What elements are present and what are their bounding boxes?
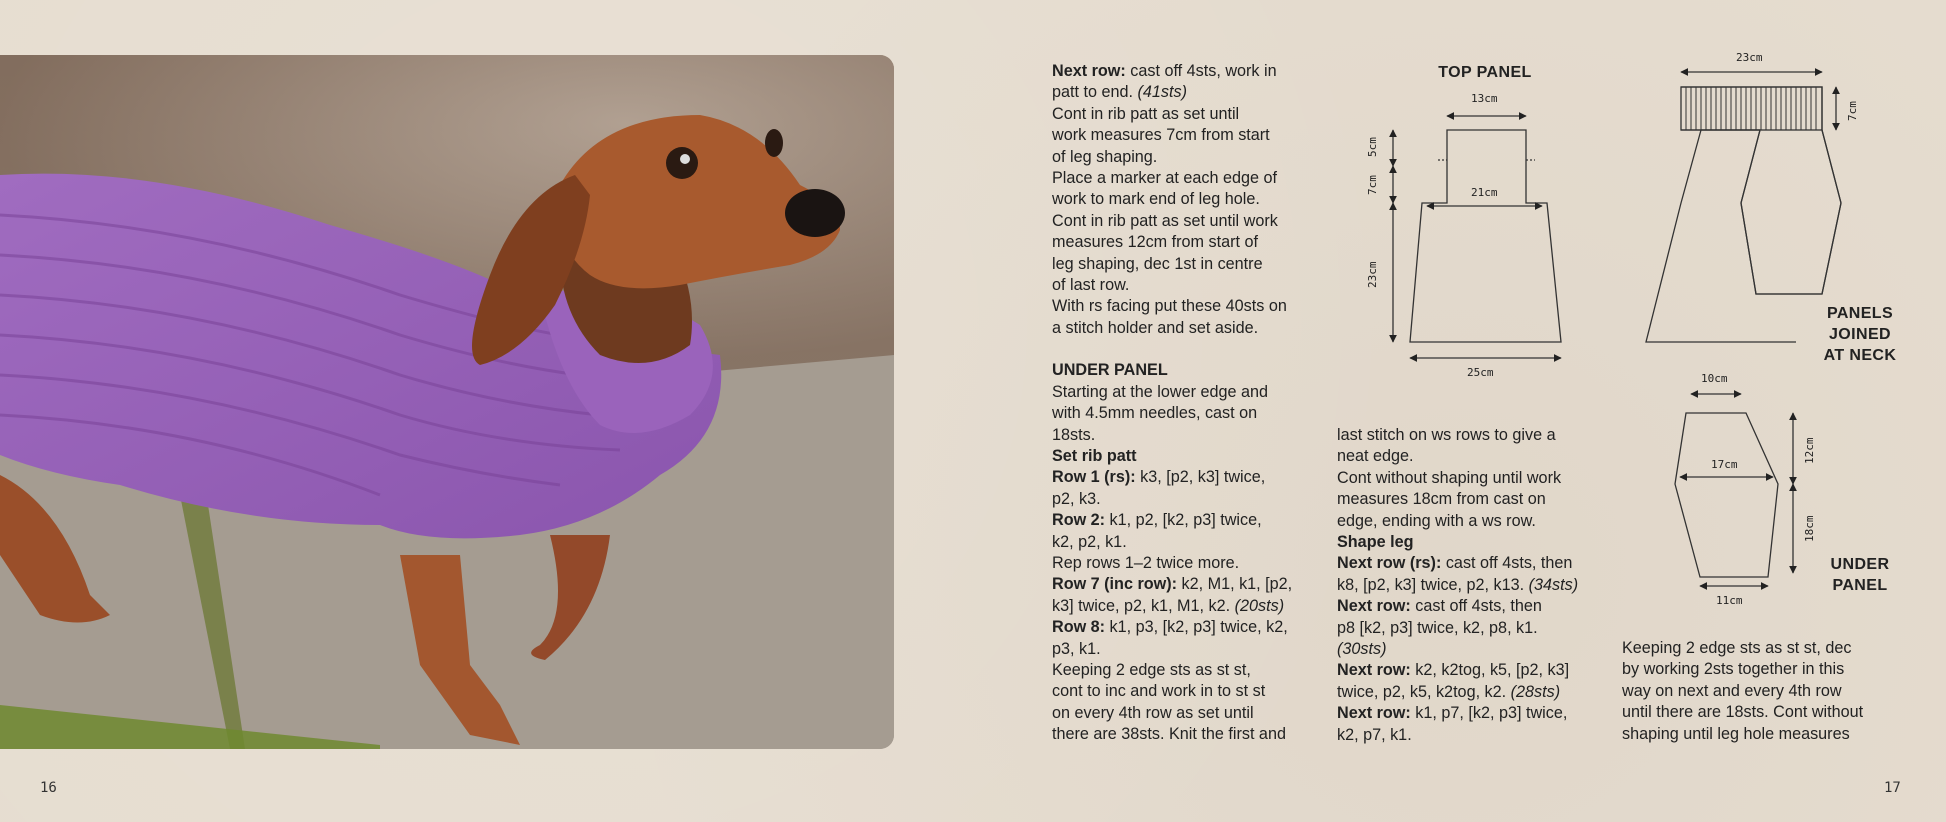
dim-7cm: 7cm: [1366, 175, 1379, 195]
para-last-stitch: last stitch on ws rows to give a neat edge.: [1337, 426, 1556, 466]
para-cont-rib-2: Cont in rib patt as set until work measures 12cm from start of leg shaping, dec 1st in centre of last row.: [1052, 211, 1278, 295]
para-cont-rib: Cont in rib patt as set until work measures 7cm from start of leg shaping.: [1052, 104, 1270, 166]
shape-leg-heading: Shape leg: [1337, 533, 1414, 552]
stitch-count: (41sts): [1137, 83, 1187, 102]
page-number-right: 17: [1884, 780, 1901, 796]
para-marker: Place a marker at each edge of work to mark end of leg hole.: [1052, 169, 1277, 209]
leg-row-3: Next row: k2, k2tog, k5, [p2, k3] twice, p2, k5, k2tog, k2. (28sts): [1337, 661, 1570, 701]
para-keeping-edge-dec: Keeping 2 edge sts as st st, dec by working 2sts together in this way on next and every 4th row until there are 18sts. Cont without shaping until leg hole measures: [1622, 639, 1864, 743]
leg-row-2: Next row: cast off 4sts, then p8 [k2, p3] twice, k2, p8, k1. (30sts): [1337, 597, 1542, 659]
row-7: Row 7 (inc row): k2, M1, k1, [p2, k3] twice, p2, k1, M1, k2. (20sts): [1052, 575, 1293, 615]
rep-rows: Rep rows 1–2 twice more.: [1052, 553, 1240, 572]
dim-7cm-rib: 7cm: [1846, 101, 1859, 121]
top-panel-title: TOP PANEL: [1438, 64, 1532, 81]
para-keeping-edge: Keeping 2 edge sts as st st, cont to inc and work in to st st on every 4th row as set until there are 38sts. Knit the first and: [1052, 660, 1286, 744]
text: patt to end.: [1052, 83, 1138, 102]
dim-13cm: 13cm: [1471, 92, 1498, 105]
dim-23cm-width: 23cm: [1736, 51, 1763, 64]
dim-21cm: 21cm: [1471, 186, 1498, 199]
leg-row-1: Next row (rs): cast off 4sts, then k8, [p2, k3] twice, p2, k13. (34sts): [1337, 554, 1579, 594]
under-panel-title: UNDER PANEL: [1830, 556, 1890, 594]
dim-10cm: 10cm: [1701, 372, 1728, 385]
joined-panels-title: PANELS JOINED AT NECK: [1823, 305, 1897, 364]
para-stitch-holder: With rs facing put these 40sts on a stitch holder and set aside.: [1052, 297, 1287, 337]
under-panel-heading: UNDER PANEL: [1052, 361, 1168, 380]
dim-18cm: 18cm: [1803, 515, 1816, 542]
leg-row-4: Next row: k1, p7, [k2, p3] twice, k2, p7, k1.: [1337, 704, 1568, 744]
row-2: Row 2: k1, p2, [k2, p3] twice, k2, p2, k1.: [1052, 511, 1262, 551]
row-8: Row 8: k1, p3, [k2, p3] twice, k2, p3, k1.: [1052, 618, 1288, 658]
para-cont-without: Cont without shaping until work measures 18cm from cast on edge, ending with a ws row.: [1337, 468, 1562, 530]
set-rib-heading: Set rib patt: [1052, 446, 1137, 465]
para-cast-on: Starting at the lower edge and with 4.5mm needles, cast on 18sts.: [1052, 382, 1268, 444]
dim-23cm: 23cm: [1366, 261, 1379, 288]
dim-25cm: 25cm: [1467, 366, 1494, 379]
dim-5cm: 5cm: [1366, 137, 1379, 157]
next-row-label: Next row:: [1052, 62, 1126, 80]
dim-17cm: 17cm: [1711, 458, 1738, 471]
row-1: Row 1 (rs): k3, [p2, k3] twice, p2, k3.: [1052, 468, 1266, 508]
rib-lines: [1686, 87, 1816, 130]
dim-11cm: 11cm: [1716, 594, 1743, 607]
dim-12cm: 12cm: [1803, 437, 1816, 464]
under-panel-outline: [1675, 413, 1778, 577]
text: cast off 4sts, work in: [1125, 62, 1277, 80]
page-number-left: 16: [40, 780, 57, 796]
top-panel-outline: [1410, 130, 1561, 342]
